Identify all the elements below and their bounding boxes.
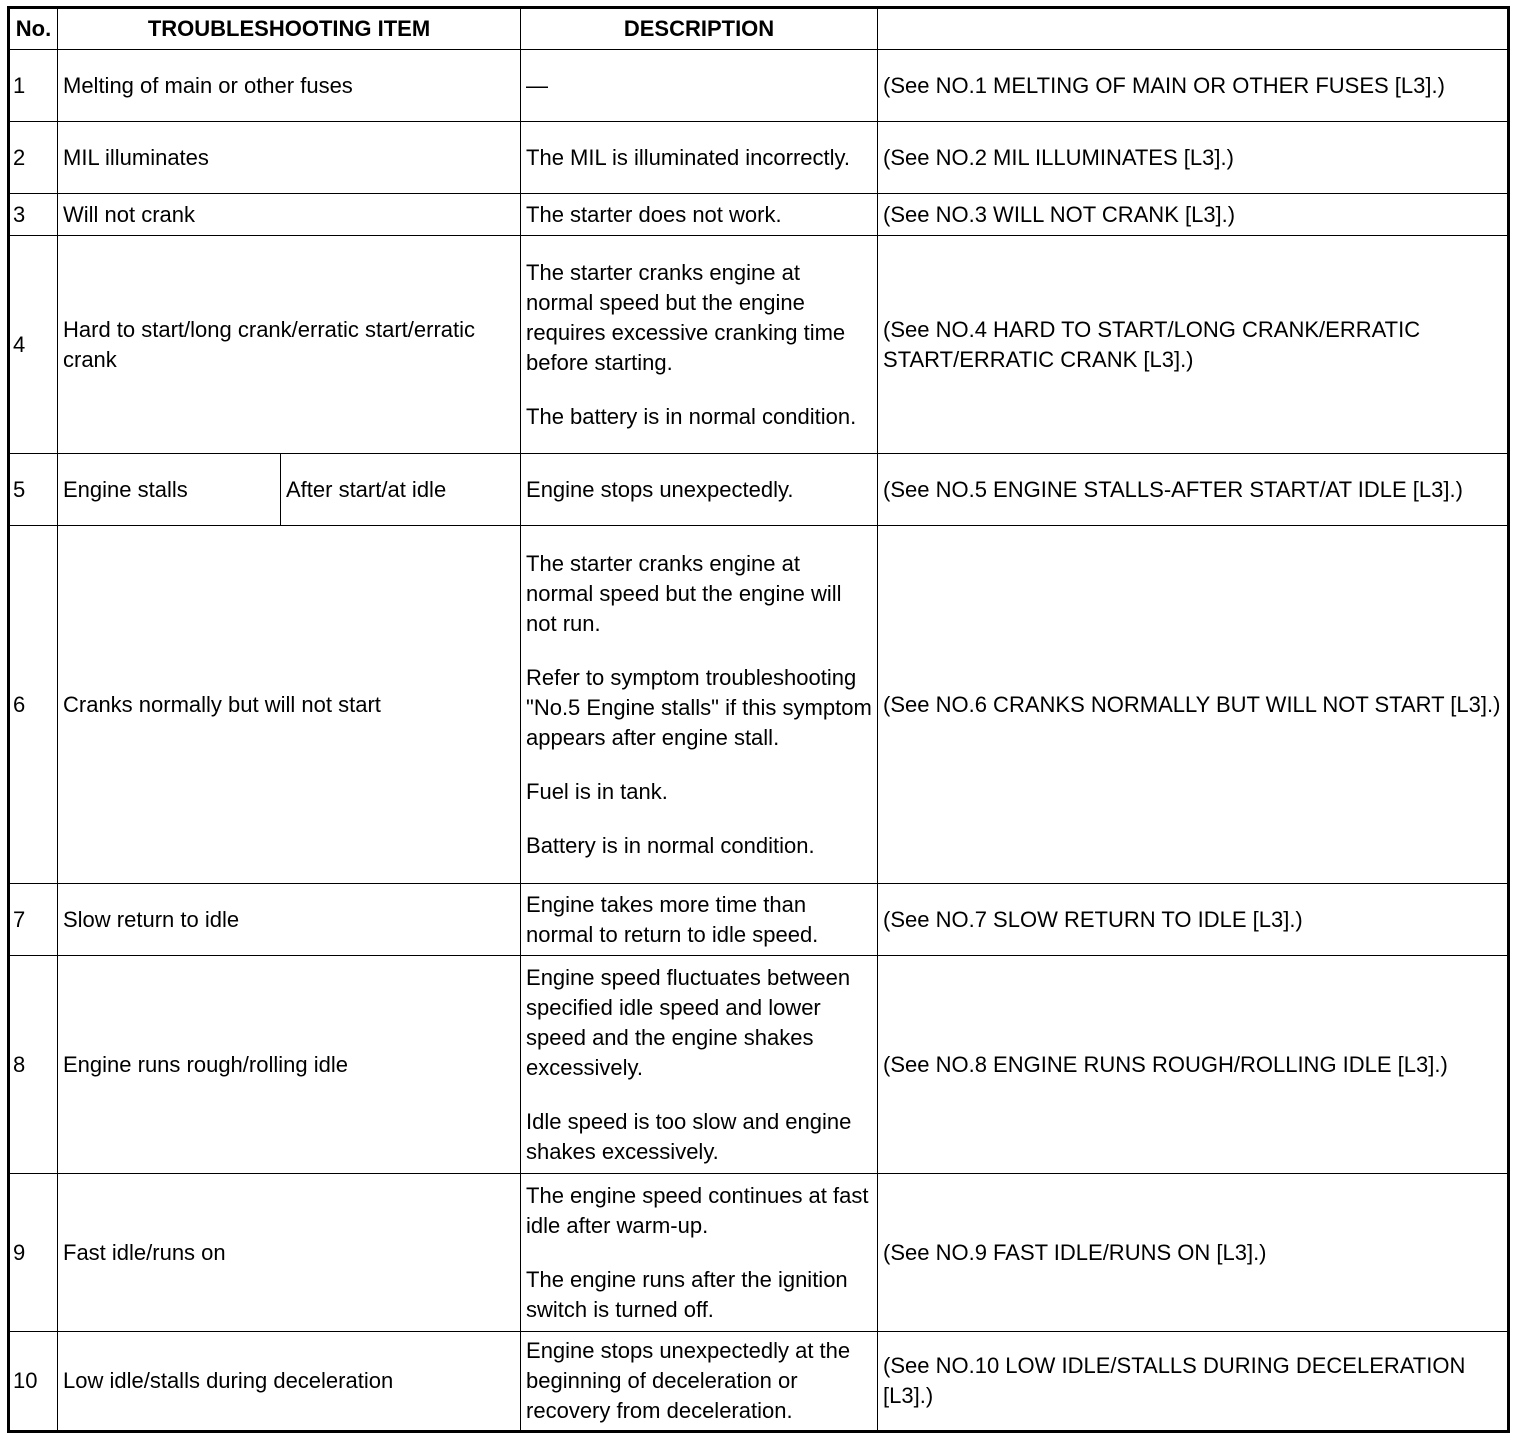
description-cell: [521, 122, 878, 194]
header-reference: [878, 8, 1509, 50]
description-text: Engine stops unexpectedly at the beginning of deceleration or recovery from deceleration.: [526, 1338, 851, 1423]
troubleshooting-table: [7, 6, 1510, 1433]
description-text: Engine stops unexpectedly.: [526, 476, 794, 502]
description-text: Refer to symptom troubleshooting "No.5 Engine stalls" if this symptom appears after engine stall.: [526, 664, 872, 750]
reference-link[interactable]: (See NO.7 SLOW RETURN TO IDLE [L3].): [878, 884, 1509, 956]
table-row: [9, 194, 1509, 236]
reference-link[interactable]: (See NO.3 WILL NOT CRANK [L3].): [878, 194, 1509, 236]
reference-link[interactable]: (See NO.6 CRANKS NORMALLY BUT WILL NOT START [L3].): [878, 526, 1509, 884]
row-number: 7: [9, 884, 58, 956]
reference-link[interactable]: (See NO.1 MELTING OF MAIN OR OTHER FUSES [L3].): [878, 50, 1509, 122]
troubleshooting-item: Hard to start/long crank/erratic start/erratic crank: [58, 236, 521, 454]
reference-link[interactable]: (See NO.2 MIL ILLUMINATES [L3].): [878, 122, 1509, 194]
description-text: Idle speed is too slow and engine shakes excessively.: [526, 1108, 852, 1164]
row-number: 5: [9, 454, 58, 526]
troubleshooting-item: Melting of main or other fuses: [58, 50, 521, 122]
description-cell: [521, 884, 878, 956]
table-row: [9, 526, 1509, 884]
header-row: [9, 8, 1509, 50]
description-text: Battery is in normal condition.: [526, 832, 815, 858]
troubleshooting-item: Engine runs rough/rolling idle: [58, 956, 521, 1174]
troubleshooting-subitem: After start/at idle: [281, 454, 521, 526]
reference-link[interactable]: (See NO.9 FAST IDLE/RUNS ON [L3].): [878, 1174, 1509, 1332]
row-number: 6: [9, 526, 58, 884]
description-text: Engine speed fluctuates between specified idle speed and lower speed and the engine shakes excessively.: [526, 964, 851, 1080]
row-number: 2: [9, 122, 58, 194]
table-row: [9, 1332, 1509, 1432]
row-number: 8: [9, 956, 58, 1174]
troubleshooting-item: Will not crank: [58, 194, 521, 236]
description-text: The engine speed continues at fast idle after warm-up.: [526, 1182, 869, 1238]
description-text: The battery is in normal condition.: [526, 403, 857, 429]
table-row: [9, 884, 1509, 956]
description-text: Fuel is in tank.: [526, 778, 668, 804]
troubleshooting-item: Engine stalls: [58, 454, 281, 526]
description-cell: [521, 526, 878, 884]
description-cell: [521, 454, 878, 526]
description-text: The MIL is illuminated incorrectly.: [526, 144, 851, 170]
troubleshooting-item: Low idle/stalls during deceleration: [58, 1332, 521, 1432]
description-text: The starter does not work.: [526, 201, 782, 227]
description-text: The starter cranks engine at normal speed but the engine requires excessive cranking time before starting.: [526, 259, 846, 375]
row-number: 9: [9, 1174, 58, 1332]
description-text: The engine runs after the ignition switch is turned off.: [526, 1266, 848, 1322]
row-number: 3: [9, 194, 58, 236]
troubleshooting-item: Fast idle/runs on: [58, 1174, 521, 1332]
table-row: [9, 122, 1509, 194]
reference-link[interactable]: (See NO.5 ENGINE STALLS-AFTER START/AT IDLE [L3].): [878, 454, 1509, 526]
description-text: Engine takes more time than normal to return to idle speed.: [526, 891, 819, 947]
table-row: [9, 1174, 1509, 1332]
header-no: No.: [9, 8, 58, 50]
row-number: 1: [9, 50, 58, 122]
description-text: —: [526, 72, 549, 98]
row-number: 4: [9, 236, 58, 454]
description-cell: [521, 1174, 878, 1332]
header-troubleshooting-item: TROUBLESHOOTING ITEM: [58, 8, 521, 50]
table-row: [9, 236, 1509, 454]
row-number: 10: [9, 1332, 58, 1432]
table-row: [9, 454, 1509, 526]
troubleshooting-item: MIL illuminates: [58, 122, 521, 194]
troubleshooting-item: Slow return to idle: [58, 884, 521, 956]
table-row: [9, 50, 1509, 122]
reference-link[interactable]: (See NO.8 ENGINE RUNS ROUGH/ROLLING IDLE [L3].): [878, 956, 1509, 1174]
description-cell: [521, 50, 878, 122]
description-cell: [521, 194, 878, 236]
description-cell: [521, 956, 878, 1174]
troubleshooting-item: Cranks normally but will not start: [58, 526, 521, 884]
description-cell: [521, 236, 878, 454]
table-row: [9, 956, 1509, 1174]
reference-link[interactable]: (See NO.4 HARD TO START/LONG CRANK/ERRATIC START/ERRATIC CRANK [L3].): [878, 236, 1509, 454]
reference-link[interactable]: (See NO.10 LOW IDLE/STALLS DURING DECELERATION [L3].): [878, 1332, 1509, 1432]
description-cell: [521, 1332, 878, 1432]
description-text: The starter cranks engine at normal speed but the engine will not run.: [526, 550, 842, 636]
header-description: DESCRIPTION: [521, 8, 878, 50]
